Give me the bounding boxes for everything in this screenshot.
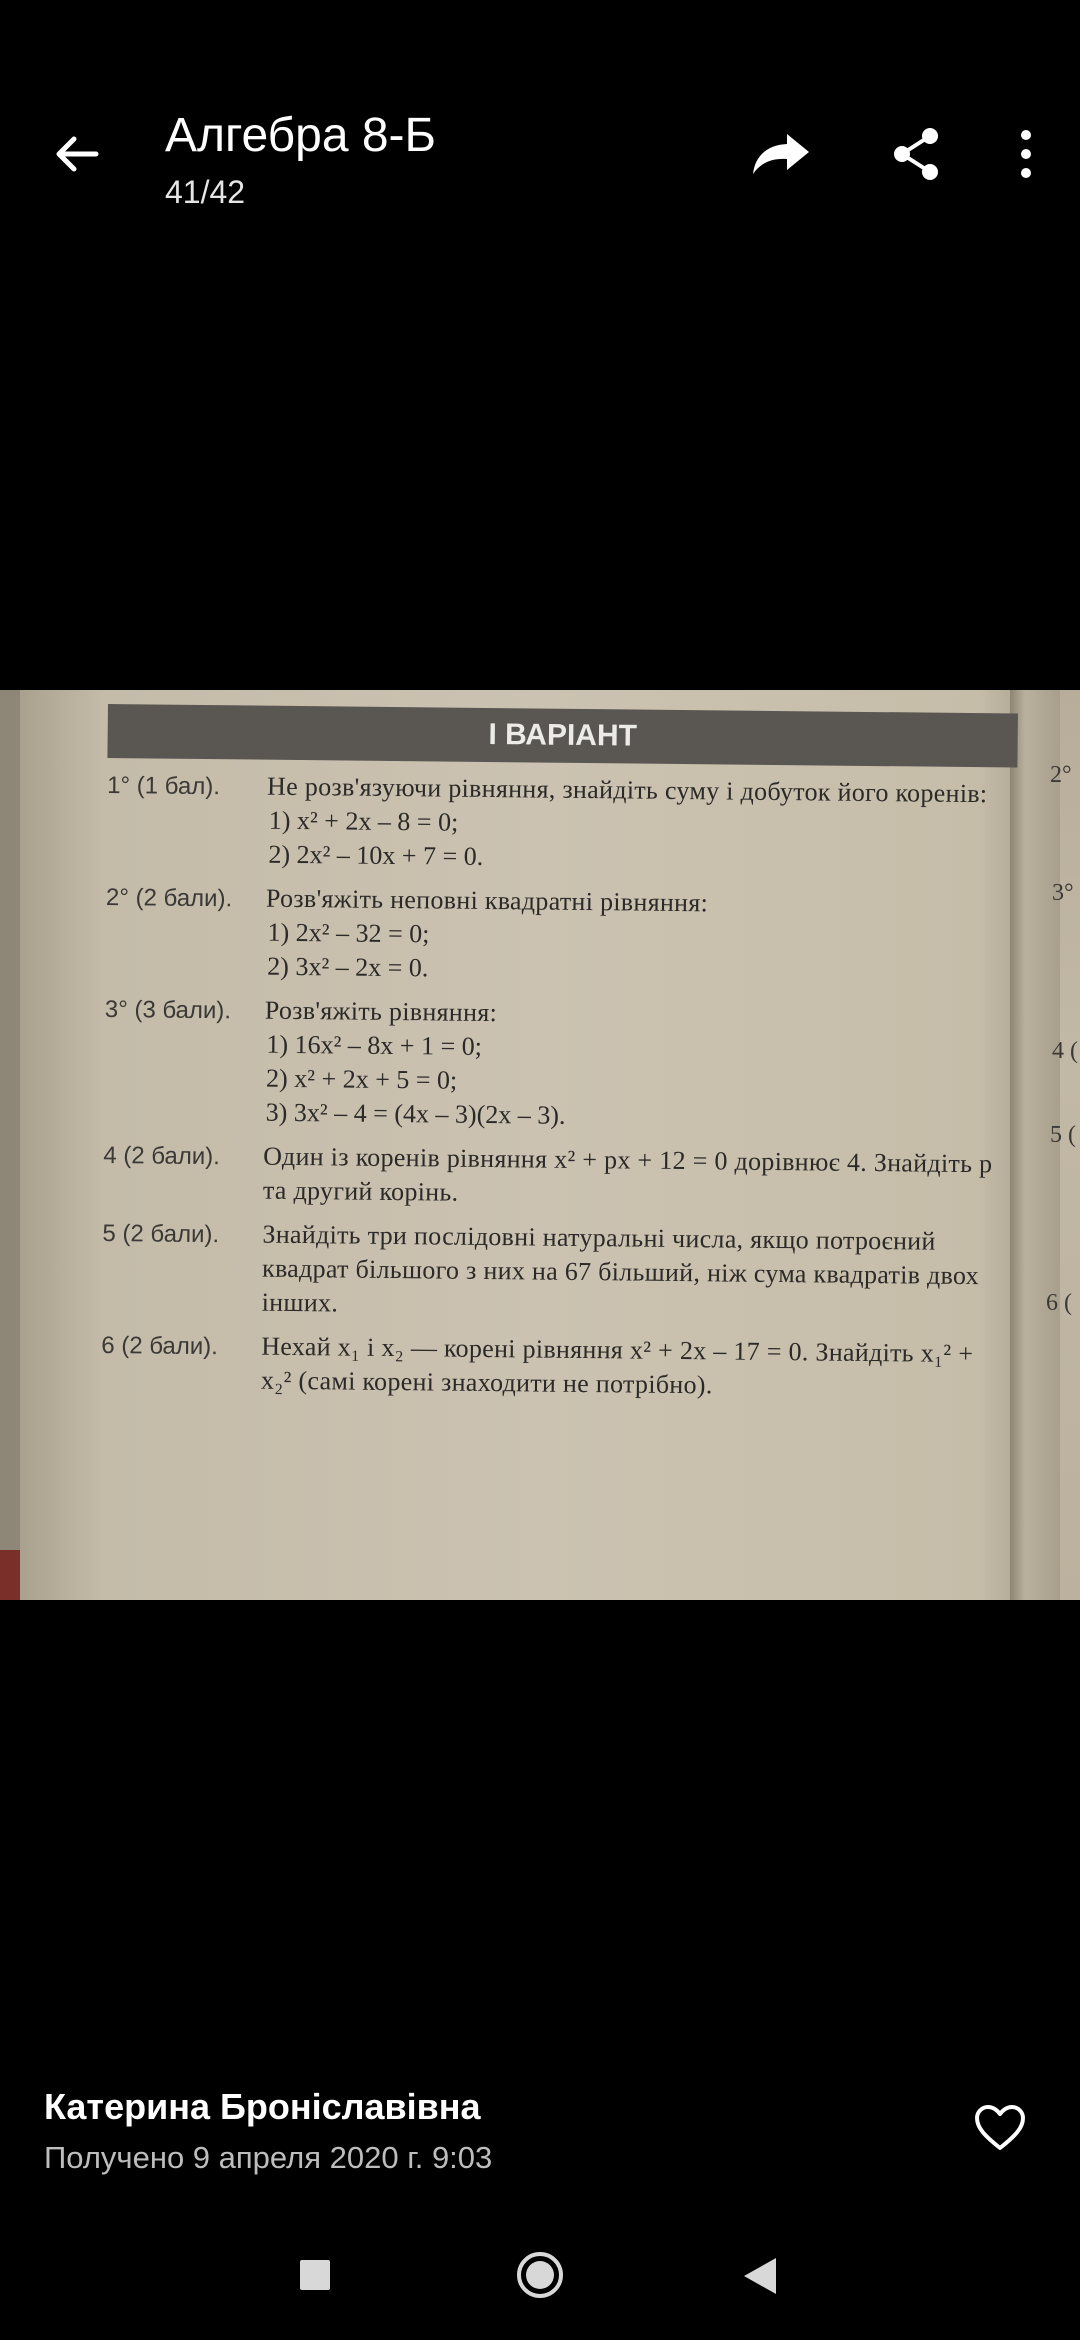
task-number: 1° (1 бал).	[107, 771, 221, 801]
task-question: Один із коренів рівняння x² + px + 12 = 0 дорівнює 4. Знайдіть p та другий корінь.	[262, 1141, 993, 1207]
task-body	[263, 1140, 1004, 1216]
received-timestamp: Получено 9 апреля 2020 г. 9:03	[44, 2140, 493, 2175]
photo-viewer[interactable]	[0, 690, 1080, 1600]
page-red-spot	[0, 1550, 22, 1600]
arrow-left-icon	[52, 130, 100, 178]
task-subitem: 1) x² + 2x – 8 = 0;	[268, 805, 459, 837]
task-subitem: 1) 16x² – 8x + 1 = 0;	[266, 1029, 483, 1061]
side-number: 4 (	[1052, 1038, 1078, 1064]
like-button[interactable]	[960, 2092, 1040, 2164]
task-subitem: 3) 3x² – 4 = (4x – 3)(2x – 3).	[265, 1097, 566, 1130]
triangle-back-icon	[742, 2256, 778, 2296]
task-question: Нехай x₁ і x₂ — корені рівняння x² + 2x – 17 = 0. Знайдіть x₁² + x₂² (самі корені знаходити не потрібно).	[260, 1331, 974, 1400]
task-number: 3° (3 бали).	[104, 995, 232, 1025]
chat-title: Алгебра 8-Б	[165, 109, 437, 162]
task-item	[101, 1328, 1032, 1406]
side-number: 3°	[1052, 880, 1074, 906]
task-subitem: 2) 2x² – 10x + 7 = 0.	[268, 839, 484, 871]
task-body	[265, 882, 1006, 992]
heart-outline-icon	[973, 2104, 1027, 2152]
task-number: 4 (2 бали).	[103, 1141, 221, 1171]
task-body	[266, 770, 1007, 880]
task-number: 6 (2 бали).	[101, 1331, 219, 1361]
task-subitem: 1) 2x² – 32 = 0;	[267, 917, 430, 949]
task-body	[264, 994, 1005, 1138]
task-subitem: 2) 3x² – 2x = 0.	[267, 951, 429, 983]
recent-apps-button[interactable]	[300, 2260, 330, 2290]
home-button[interactable]	[515, 2250, 565, 2300]
task-question: Не розв'язуючи рівняння, знайдіть суму і добуток його коренів:	[266, 771, 988, 809]
task-question: Розв'яжіть неповні квадратні рівняння:	[265, 883, 709, 918]
task-question: Знайдіть три послідовні натуральні числа, якщо потроєний квадрат більшого з них на 67 більший, ніж сума квадратів двох інших.	[261, 1219, 980, 1318]
nav-back-button[interactable]	[742, 2256, 778, 2296]
task-subitem: 2) x² + 2x + 5 = 0;	[265, 1063, 458, 1095]
sender-name: Катерина Броніславівна	[44, 2086, 481, 2127]
task-question: Розв'яжіть рівняння:	[264, 995, 498, 1028]
top-app-bar	[0, 0, 1080, 240]
back-button[interactable]	[40, 118, 112, 190]
task-item	[105, 880, 1036, 992]
side-number: 5 (	[1050, 1122, 1076, 1148]
photo-counter: 41/42	[165, 174, 246, 210]
forward-button[interactable]	[745, 118, 817, 190]
task-list	[101, 768, 1038, 1406]
task-number: 2° (2 бали).	[105, 883, 233, 913]
task-number: 5 (2 бали).	[102, 1219, 220, 1249]
share-icon	[890, 126, 942, 182]
task-item	[103, 1138, 1034, 1216]
page-left-margin	[0, 690, 20, 1600]
task-item	[104, 992, 1035, 1138]
forward-arrow-icon	[749, 130, 813, 178]
task-item	[106, 768, 1037, 880]
side-number: 6 (	[1046, 1290, 1072, 1316]
more-options-button[interactable]	[990, 118, 1062, 190]
task-body	[261, 1330, 1002, 1406]
task-body	[262, 1218, 1003, 1328]
task-item	[102, 1216, 1033, 1328]
circle-home-icon	[515, 2250, 565, 2300]
variant-banner: I ВАРІАНТ	[107, 704, 1018, 768]
share-button[interactable]	[880, 118, 952, 190]
more-vertical-icon	[1016, 129, 1036, 179]
textbook-content	[101, 704, 1038, 1406]
side-number: 2°	[1050, 762, 1072, 788]
